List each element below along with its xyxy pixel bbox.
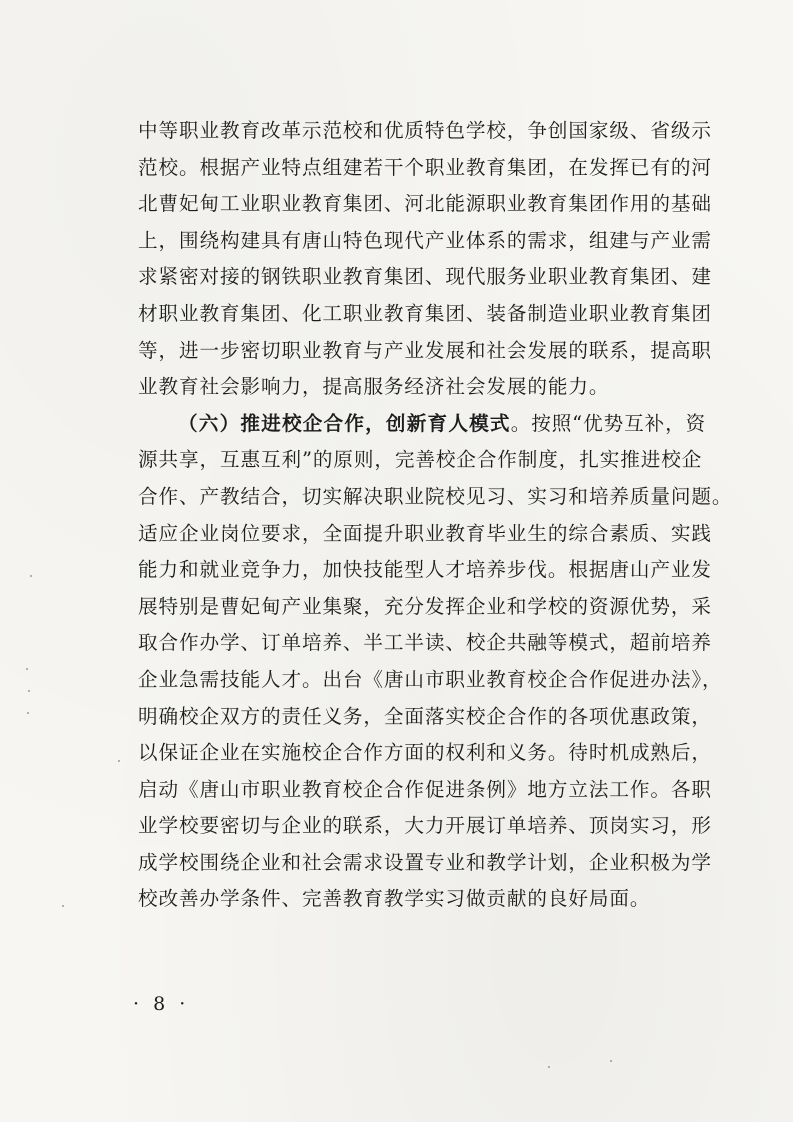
text-line: 源共享，互惠互利”的原则，完善校企合作制度，扎实推进校企: [138, 448, 703, 472]
text-line: 业教育社会影响力，提高服务经济社会发展的能力。: [138, 375, 610, 399]
text-line: 以保证企业在实施校企合作方面的权利和义务。待时机成熟后，: [138, 741, 712, 765]
text-line: 适应企业岗位要求，全面提升职业教育毕业生的综合素质、实践: [138, 521, 712, 545]
text-line: 北曹妃甸工业职业教育集团、河北能源职业教育集团作用的基础: [138, 192, 712, 216]
text-line: 业学校要密切与企业的联系，大力开展订单培养、顶岗实习，形: [138, 814, 712, 838]
text-line: 启动《唐山市职业教育校企合作促进条例》地方立法工作。各职: [138, 777, 712, 801]
text-line: 展特别是曹妃甸产业集聚，充分发挥企业和学校的资源优势，采: [138, 594, 712, 618]
text-line: 范校。根据产业特点组建若干个职业教育集团，在发挥已有的河: [138, 155, 712, 179]
text-line: 企业急需技能人才。出台《唐山市职业教育校企合作促进办法》，: [138, 667, 723, 691]
text-line: 校改善办学条件、完善教育教学实习做贡献的良好局面。: [138, 887, 651, 911]
page-number: · 8 ·: [133, 993, 190, 1015]
text-line: 材职业教育集团、化工职业教育集团、装备制造业职业教育集团: [138, 301, 712, 325]
text-line: 合作、产教结合，切实解决职业院校见习、实习和培养质量问题。: [138, 484, 733, 508]
text-line: 明确校企双方的责任义务，全面落实校企合作的各项优惠政策，: [138, 704, 712, 728]
text-line: 取合作办学、订单培养、半工半读、校企共融等模式，超前培养: [138, 631, 712, 655]
text-line: 中等职业教育改革示范校和优质特色学校，争创国家级、省级示: [138, 119, 712, 142]
section-heading: （六）推进校企合作，创新育人模式: [178, 411, 511, 435]
section-first-line-text: 。按照“优势互补，资: [510, 411, 707, 435]
text-line: 等，进一步密切职业教育与产业发展和社会发展的联系，提高职: [138, 338, 712, 362]
text-line: 上，围绕构建具有唐山特色现代产业体系的需求，组建与产业需: [138, 228, 712, 252]
text-line: 能力和就业竞争力，加快技能型人才培养步伐。根据唐山产业发: [138, 558, 712, 582]
body-text: [138, 113, 733, 918]
section-first-line: [138, 406, 707, 443]
text-line: 求紧密对接的钢铁职业教育集团、现代服务业职业教育集团、建: [138, 265, 712, 289]
text-line: 成学校围绕企业和社会需求设置专业和教学计划，企业积极为学: [138, 850, 712, 874]
